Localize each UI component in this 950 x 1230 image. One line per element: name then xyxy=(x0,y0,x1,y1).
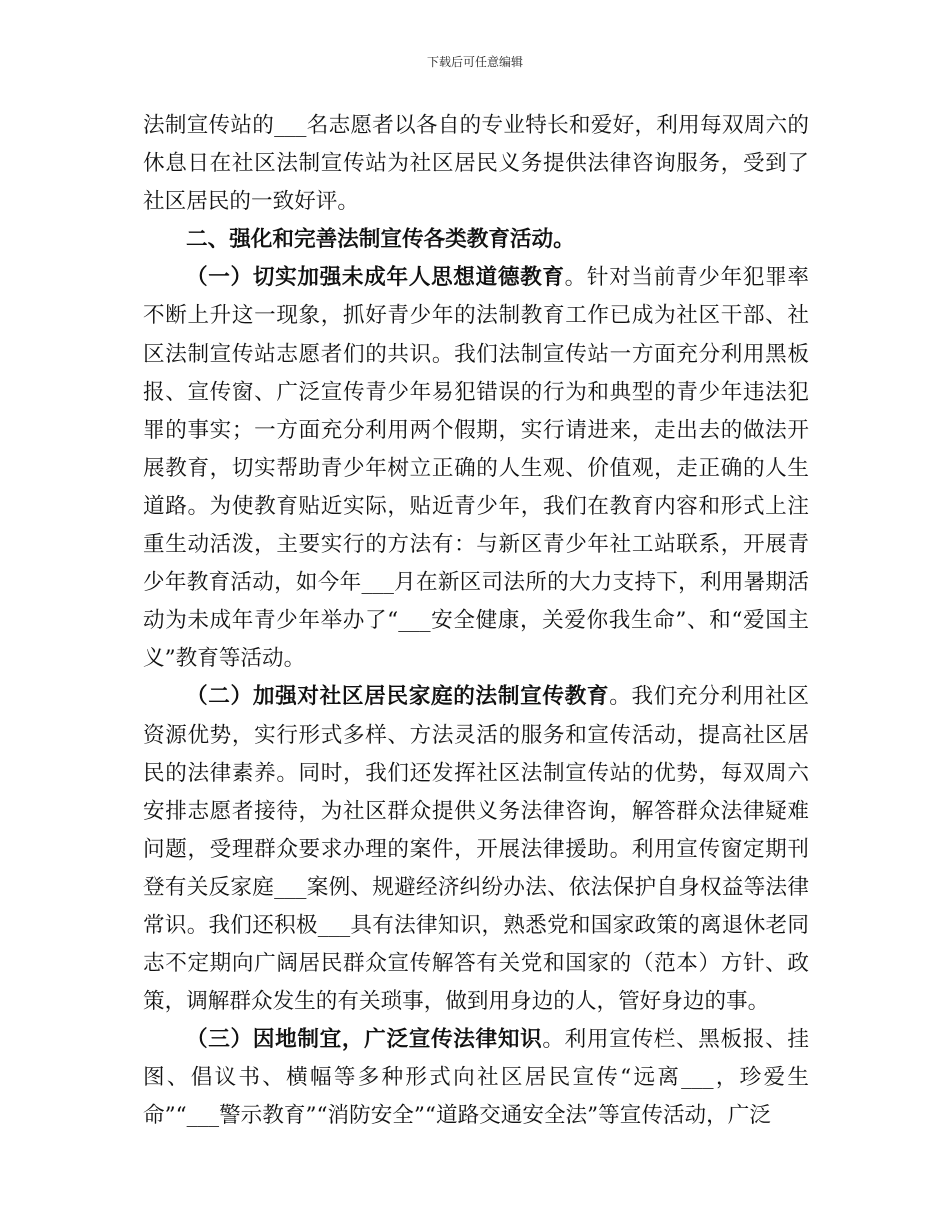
paragraph-subsection-2 xyxy=(143,678,809,1021)
paragraph-subsection-1 xyxy=(143,259,809,678)
document-body xyxy=(143,107,809,1136)
section-heading-2: 二、强化和完善法制宣传各类教育活动。 xyxy=(186,227,575,253)
subsection-1-body: 。针对当前青少年犯罪率不断上升这一现象，抓好青少年的法制教育工作已成为社区干部、社区法制宣传站志愿者们的共识。我们法制宣传站一方面充分利用黑板报、宣传窗、广泛宣传青少年易犯错误的行为和典型的青少年违法犯罪的事实；一方面充分利用两个假期，实行请进来，走出去的做法开展教育，切实帮助青少年树立正确的人生观、价值观，走正确的人生道路。为使教育贴近实际，贴近青少年，我们在教育内容和形式上注重生动活泼，主要实行的方法有：与新区青少年社工站联系，开展青少年教育活动，如今年___月在新区司法所的大力支持下，利用暑期活动为未成年青少年举办了“___安全健康，关爱你我生命”、和“爱国主义”教育等活动。 xyxy=(143,265,809,672)
subsection-3-body: 。利用宣传栏、黑板报、挂图、倡议书、横幅等多种形式向社区居民宣传“远离___，珍爱生命”“___警示教育”“消防安全”“道路交通安全法”等宣传活动，广泛 xyxy=(143,1027,809,1129)
subsection-3-title: （三）因地制宜，广泛宣传法律知识 xyxy=(186,1027,543,1053)
paragraph-subsection-3 xyxy=(143,1021,809,1135)
subsection-1-title: （一）切实加强未成年人思想道德教育 xyxy=(186,265,565,291)
page-header: 下载后可任意编辑 xyxy=(426,55,523,69)
paragraph-volunteers: 法制宣传站的___名志愿者以各自的专业特长和爱好，利用每双周六的休息日在社区法制宣传站为社区居民义务提供法律咨询服务，受到了社区居民的一致好评。 xyxy=(143,113,809,215)
subsection-2-body: 。我们充分利用社区资源优势，实行形式多样、方法灵活的服务和宣传活动，提高社区居民的法律素养。同时，我们还发挥社区法制宣传站的优势，每双周六安排志愿者接待，为社区群众提供义务法律咨询，解答群众法律疑难问题，受理群众要求办理的案件，开展法律援助。利用宣传窗定期刊登有关反家庭___案例、规避经济纠纷办法、依法保护自身权益等法律常识。我们还积极___具有法律知识，熟悉党和国家政策的离退休老同志不定期向广阔居民群众宣传解答有关党和国家的（范本）方针、政策，调解群众发生的有关琐事，做到用身边的人，管好身边的事。 xyxy=(143,684,809,1015)
subsection-2-title: （二）加强对社区居民家庭的法制宣传教育 xyxy=(186,684,610,710)
